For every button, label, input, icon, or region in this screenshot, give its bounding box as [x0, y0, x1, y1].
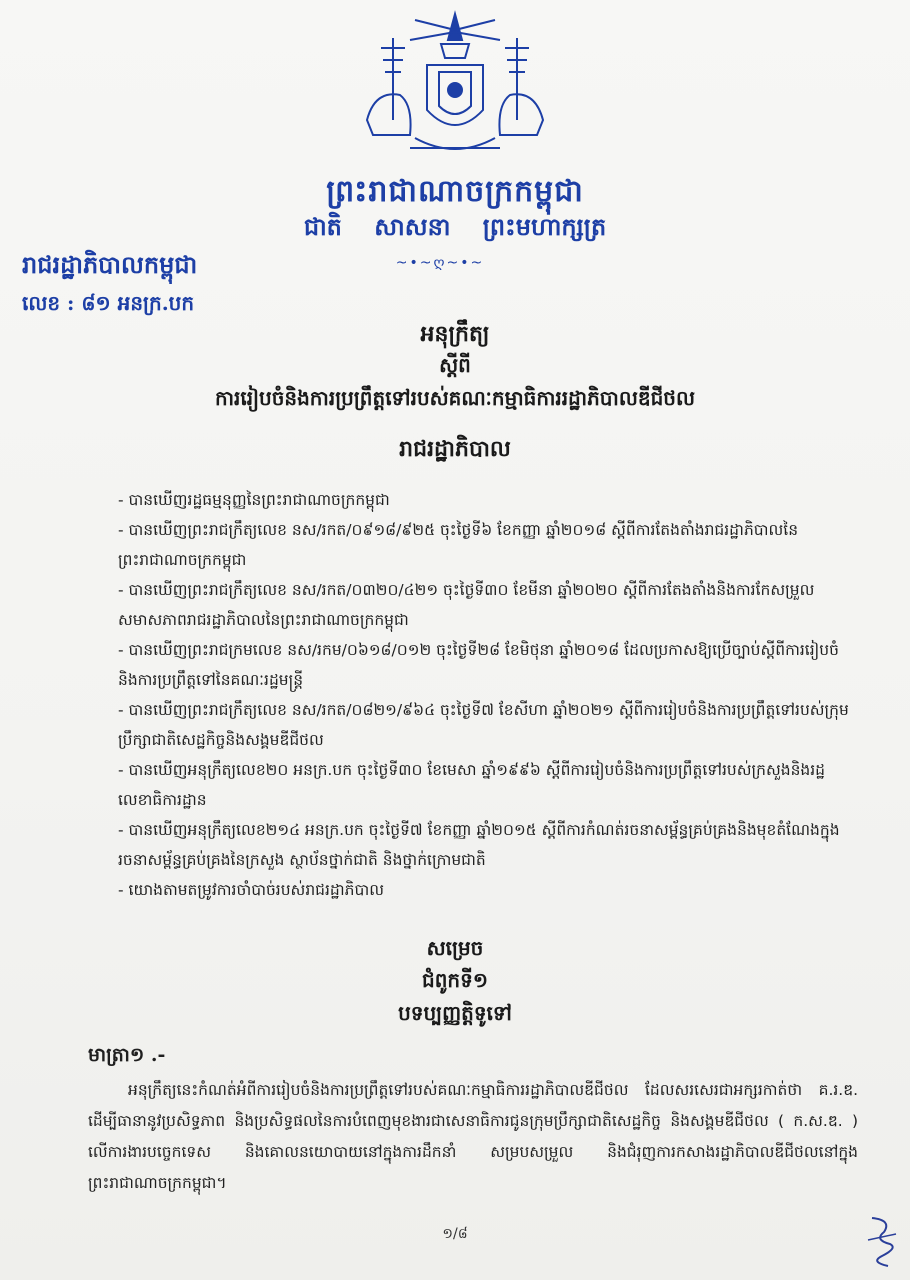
page-number: ១/៨ [442, 1226, 468, 1242]
issuer-heading: រាជរដ្ឋាភិបាល [399, 436, 511, 462]
recital-item: - បានឃើញអនុក្រឹត្យលេខ២១៤ អនក្រ.បក ចុះថ្ងៃទី៧ ខែកញ្ញា ឆ្នាំ២០១៥ ស្តីពីការកំណត់រចនាសម្ព័ន្ធគ្រប់គ្រងនិងមុខតំណែងក្នុងរចនាសម្ព័ន្ធគ្រប់គ្រងនៃក្រសួង ស្ថាប័នថ្នាក់ជាតិ និងថ្នាក់ក្រោមជាតិ [118, 821, 840, 869]
handwritten-initial [862, 1210, 902, 1270]
recitals-list [118, 485, 858, 905]
document-type: អនុក្រឹត្យ [420, 321, 490, 347]
document-on: ស្តីពី [439, 353, 471, 377]
chapter-title: បទប្បញ្ញត្តិទូទៅ [398, 1001, 512, 1025]
document-subject: ការរៀបចំនិងការប្រព្រឹត្តទៅរបស់គណៈកម្មាធិការរដ្ឋាភិបាលឌីជីថល [214, 386, 696, 410]
recital-item: - យោងតាមតម្រូវការចាំបាច់របស់រាជរដ្ឋាភិបាល [118, 881, 385, 899]
royal-arms-emblem [355, 10, 555, 165]
recital-item: - បានឃើញរដ្ឋធម្មនុញ្ញនៃព្រះរាជាណាចក្រកម្ពុជា [118, 491, 390, 509]
recital-item: - បានឃើញព្រះរាជក្រឹត្យលេខ នស/រកត/០៨២១/៩៦៤ ចុះថ្ងៃទី៧ ខែសីហា ឆ្នាំ២០២១ ស្តីពីការរៀបចំនិងការប្រព្រឹត្តទៅរបស់ក្រុមប្រឹក្សាជាតិសេដ្ឋកិច្ចនិងសង្គមឌីជីថល [118, 701, 849, 749]
kingdom-name: ព្រះរាជាណាចក្រកម្ពុជា [326, 174, 584, 209]
recital-item: - បានឃើញអនុក្រឹត្យលេខ២០ អនក្រ.បក ចុះថ្ងៃទី៣០ ខែមេសា ឆ្នាំ១៩៩៦ ស្តីពីការរៀបចំនិងការប្រព្រឹត្តទៅរបស់ក្រសួងនិងរដ្ឋលេខាធិការដ្ឋាន [118, 761, 826, 809]
recital-item: - បានឃើញព្រះរាជក្រឹត្យលេខ នស/រកត/០៩១៨/៩២៥ ចុះថ្ងៃទី៦ ខែកញ្ញា ឆ្នាំ២០១៨ ស្តីពីការតែងតាំងរាជរដ្ឋាភិបាលនៃព្រះរាជាណាចក្រកម្ពុជា [118, 521, 799, 569]
national-motto: ជាតិ សាសនា ព្រះមហាក្សត្រ [303, 212, 607, 241]
recital-item: - បានឃើញព្រះរាជក្រឹត្យលេខ នស/រកត/០៣២០/៤២១ ចុះថ្ងៃទី៣០ ខែមីនា ឆ្នាំ២០២០ ស្តីពីការតែងតាំងនិងការកែសម្រួលសមាសភាពរាជរដ្ឋាភិបាលនៃព្រះរាជាណាចក្រកម្ពុជា [118, 581, 815, 629]
article-heading: មាត្រា១ .- [88, 1044, 166, 1066]
ornament-divider: ~•~ღ~•~ [395, 255, 485, 271]
article-body: អនុក្រឹត្យនេះកំណត់អំពីការរៀបចំនិងការប្រព្រឹត្តទៅរបស់គណៈកម្មាធិការរដ្ឋាភិបាលឌីជីថល ដែលសរសេរជាអក្សរកាត់ថា គ.រ.ឌ. ដើម្បីធានានូវប្រសិទ្ធភាព និងប្រសិទ្ធផលនៃការបំពេញមុខងារជាសេនាធិការជូនក្រុមប្រឹក្សាជាតិសេដ្ឋកិច្ច និងសង្គមឌីជីថល ( ក.ស.ឌ. ) លើការងារបច្ចេកទេស និងគោលនយោបាយនៅក្នុងការដឹកនាំ សម្របសម្រួល និងជំរុញការកសាងរដ្ឋាភិបាលឌីជីថលនៅក្នុងព្រះរាជាណាចក្រកម្ពុជា។ [88, 1081, 858, 1192]
issuing-government: រាជរដ្ឋាភិបាលកម្ពុជា [22, 250, 198, 279]
document-number: លេខ : ៨១ អនក្រ.បក [22, 291, 195, 315]
decision-heading: សម្រេច [426, 936, 484, 960]
recital-item: - បានឃើញព្រះរាជក្រមលេខ នស/រកម/០៦១៨/០១២ ចុះថ្ងៃទី២៨ ខែមិថុនា ឆ្នាំ២០១៨ ដែលប្រកាសឱ្យប្រើច្បាប់ស្តីពីការរៀបចំនិងការប្រព្រឹត្តទៅនៃគណៈរដ្ឋមន្ត្រី [118, 641, 839, 689]
chapter-heading: ជំពូកទី១ [422, 968, 488, 992]
